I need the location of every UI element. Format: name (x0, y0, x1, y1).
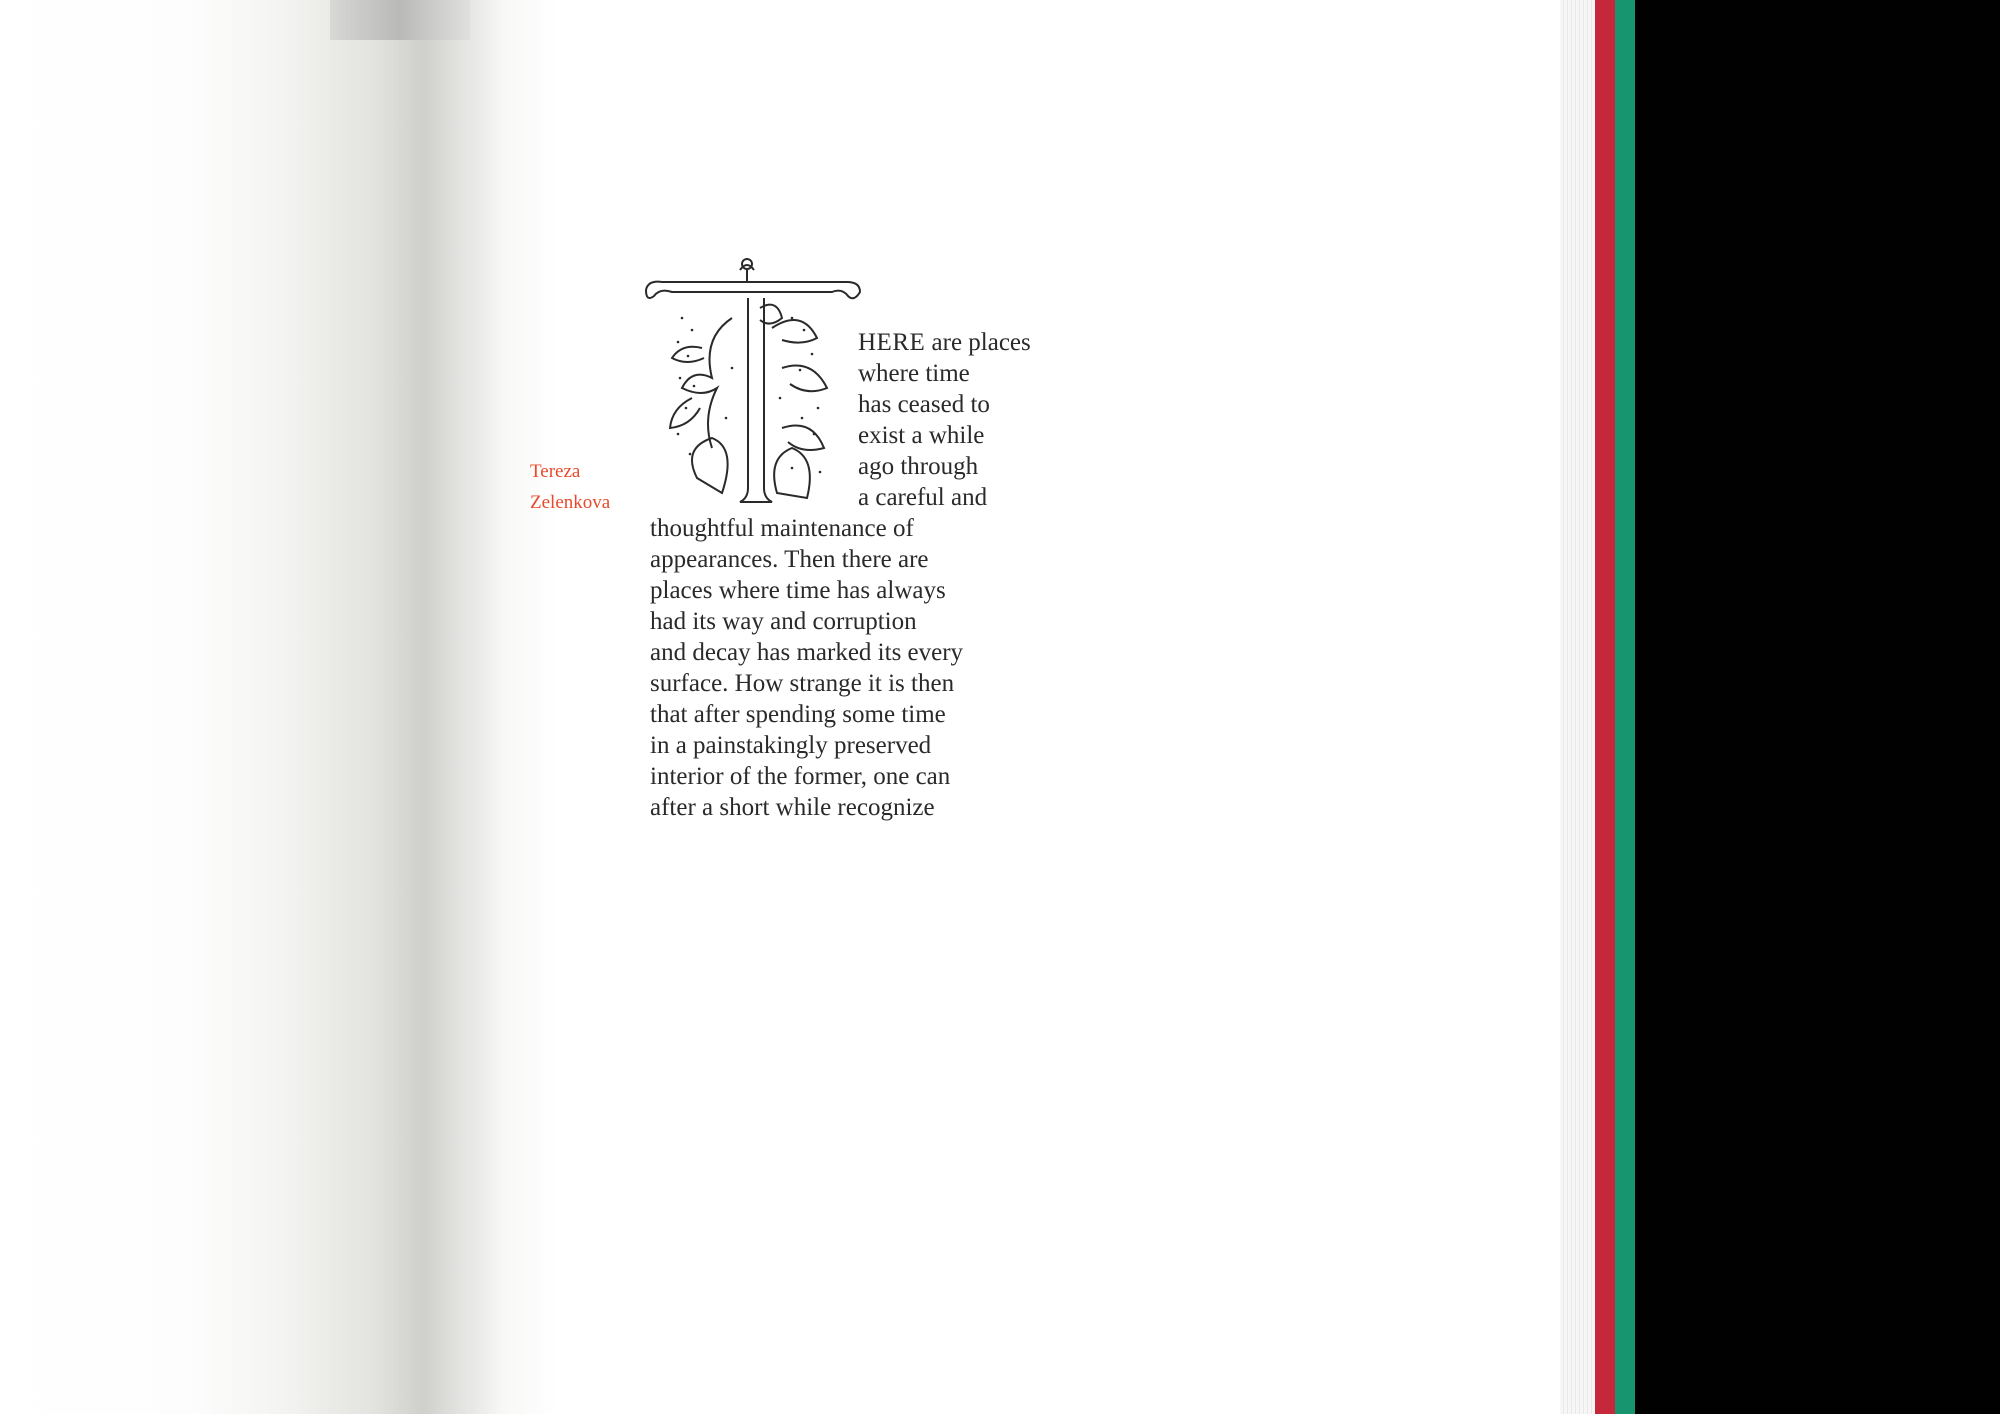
text-line-1 (858, 327, 1031, 358)
text-line-14: in a painstakingly preserved (650, 732, 932, 759)
initial-letter-text: T (642, 258, 643, 259)
text-line-1-rest: are places (925, 329, 1031, 356)
text-line-4: exist a while (858, 422, 985, 449)
scan-background (1635, 0, 2000, 1414)
right-page (470, 0, 1570, 1414)
text-line-5: ago through (858, 453, 979, 480)
text-line-7: thoughtful maintenance of (650, 515, 914, 542)
text-line-12: surface. How strange it is then (650, 670, 955, 697)
text-line-13: that after spending some time (650, 701, 946, 728)
green-page-band (1615, 0, 1635, 1414)
text-line-3: has ceased to (858, 391, 990, 418)
illuminated-initial-t (642, 258, 864, 508)
author-first-name: Tereza (530, 461, 581, 482)
text-line-10: had its way and corruption (650, 608, 917, 635)
text-line-11: and decay has marked its every (650, 639, 964, 666)
red-page-band (1595, 0, 1615, 1414)
text-line-8: appearances. Then there are (650, 546, 929, 573)
initial-ornament (646, 259, 860, 502)
text-line-16: after a short while recognize (650, 794, 935, 821)
author-name (530, 456, 610, 518)
lead-word: HERE (858, 329, 926, 356)
gutter-shadow (330, 0, 470, 40)
page-edges (1560, 0, 1595, 1414)
text-line-15: interior of the former, one can (650, 763, 951, 790)
text-line-6: a careful and (858, 484, 988, 511)
author-last-name: Zelenkova (530, 492, 611, 513)
left-page (0, 0, 470, 1414)
text-line-2: where time (858, 360, 970, 387)
text-line-9: places where time has always (650, 577, 946, 604)
